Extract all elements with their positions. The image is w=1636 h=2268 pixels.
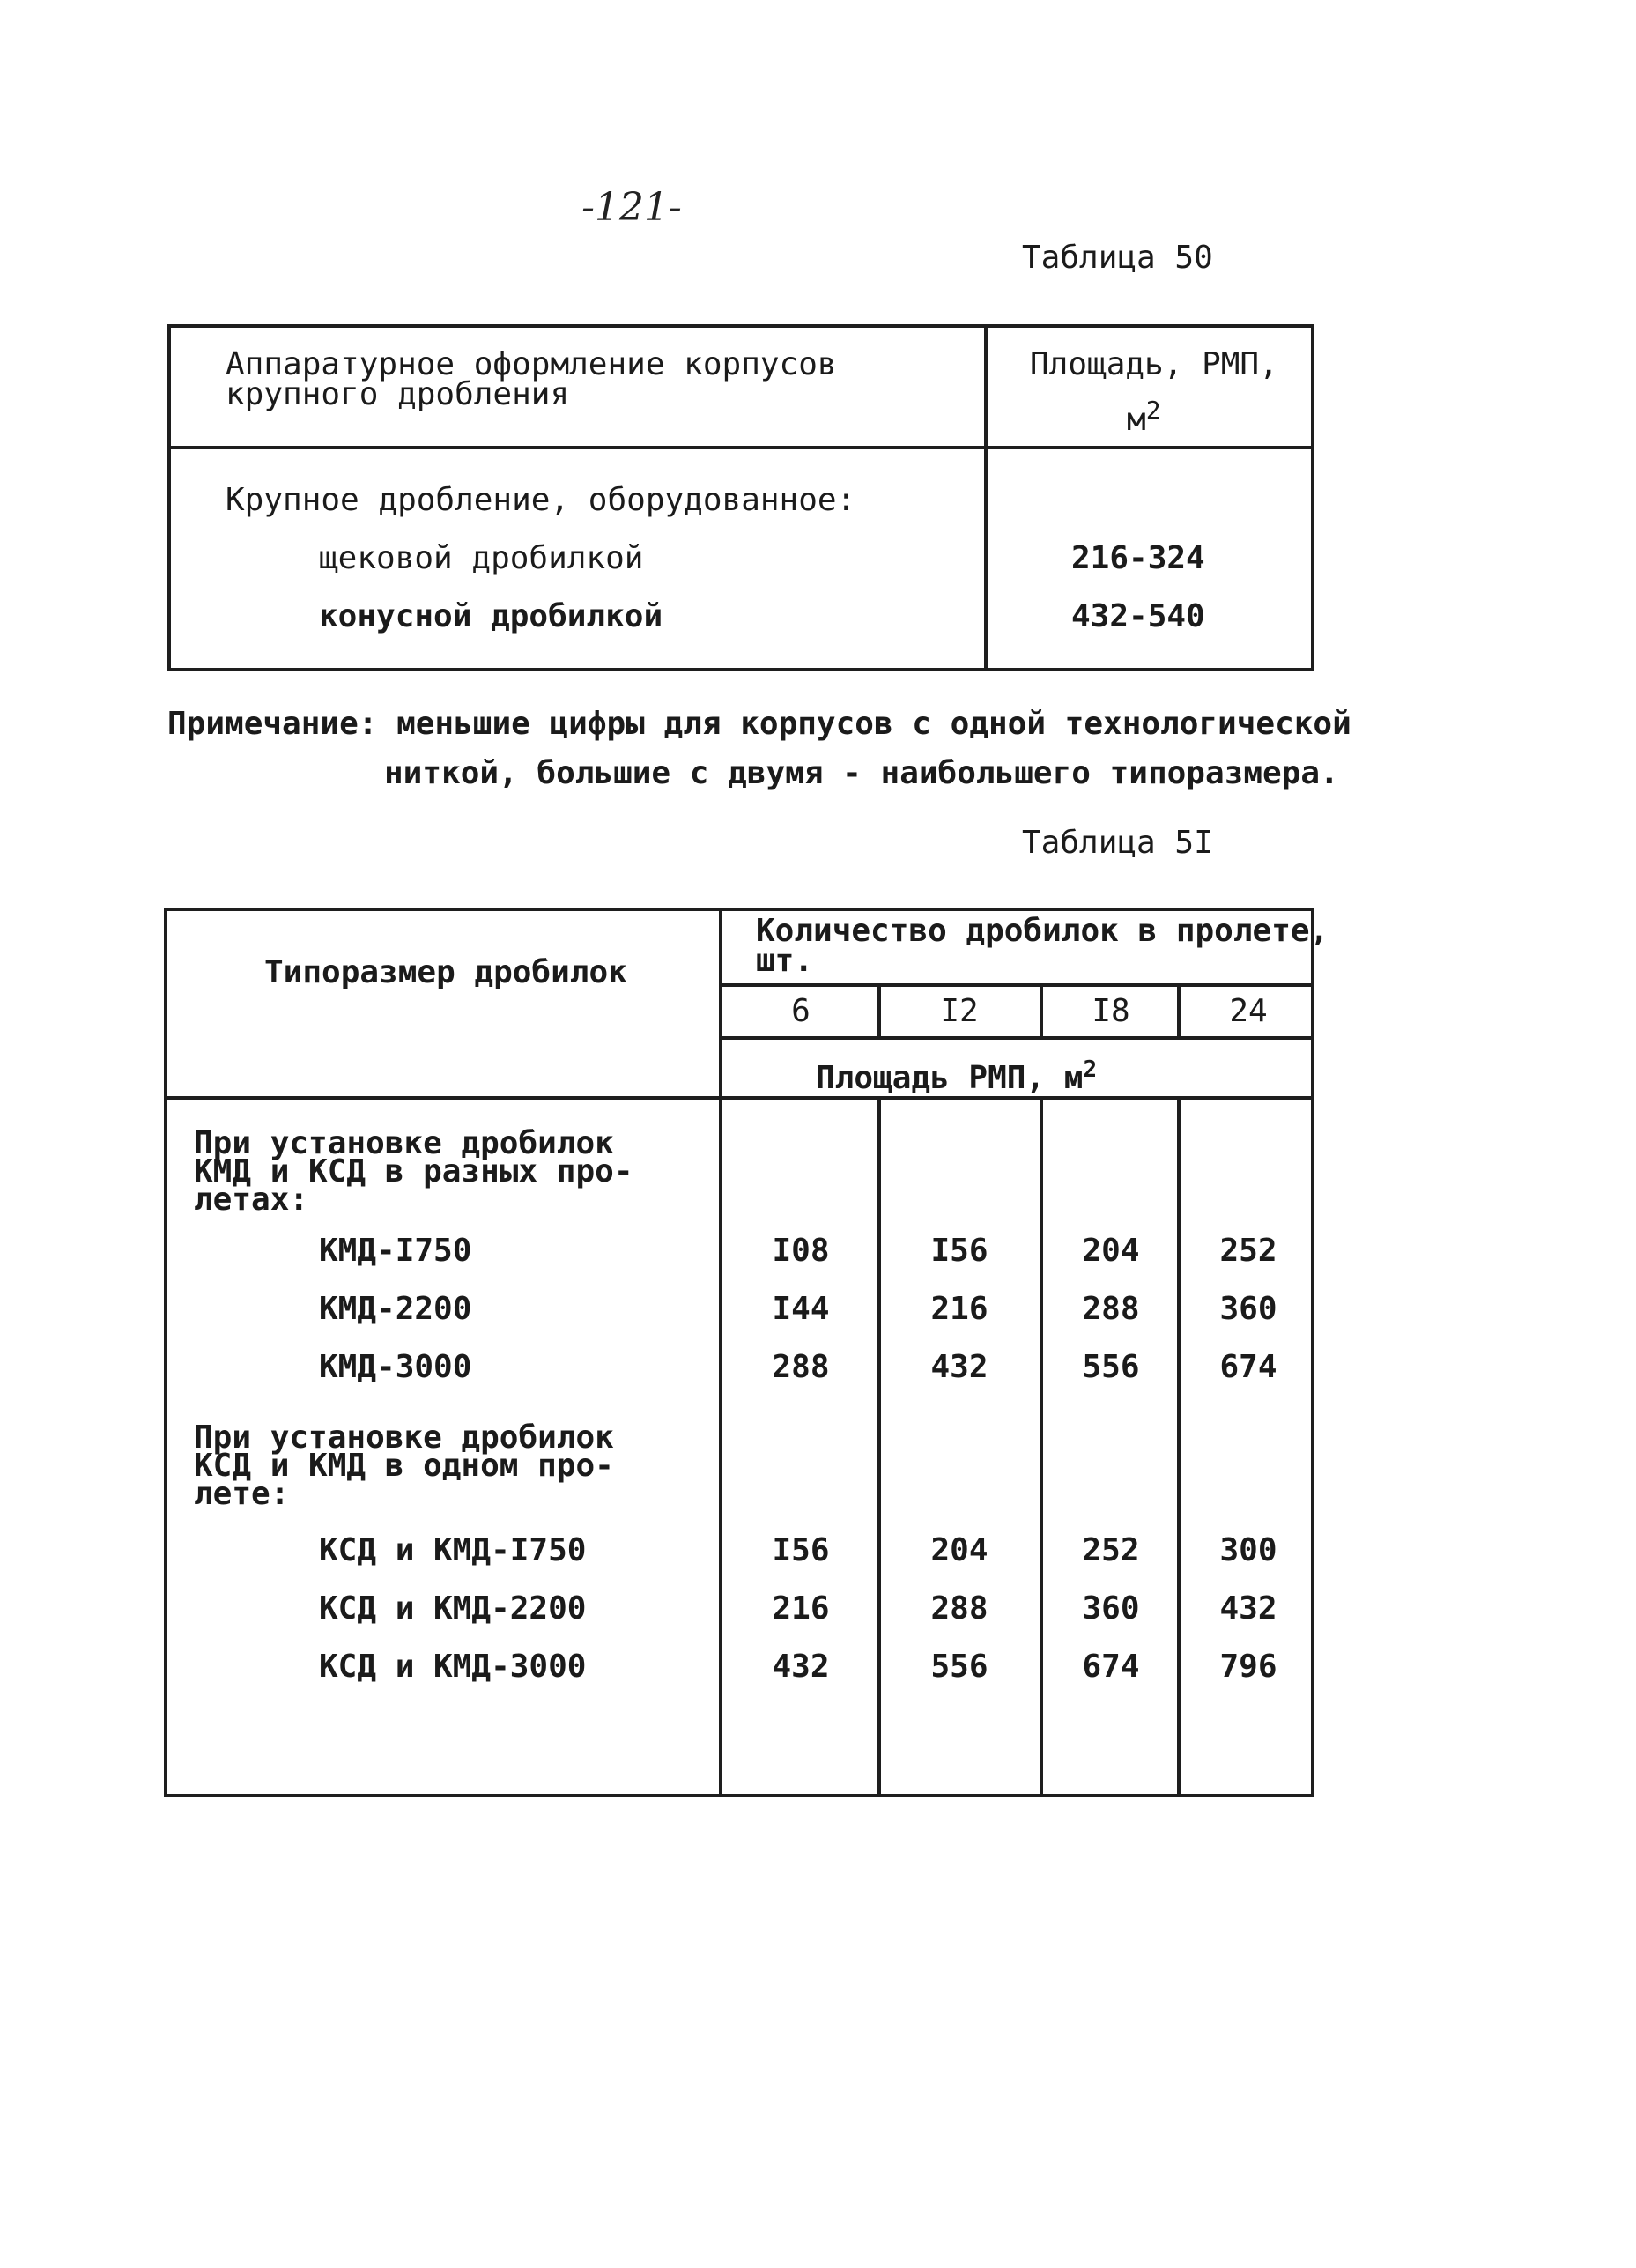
table-51-header-count-line1: Количество дробилок в пролете,: [756, 913, 1329, 949]
table-51-caption: Таблица 5I: [1022, 825, 1213, 861]
table-51-column-header: 24: [1229, 993, 1268, 1029]
table-51-cell: 216: [930, 1291, 988, 1327]
table-50-header-right-unit: [1127, 393, 1161, 438]
table-50-row-label: конусной дробилкой: [319, 598, 663, 634]
table-51-divider-row: [719, 1036, 1311, 1040]
table-51-cell: 432: [772, 1649, 830, 1685]
table-51-row-label: КСД и КМД-3000: [319, 1649, 587, 1685]
table-51-area-text: Площадь РМП, м: [816, 1060, 1084, 1096]
note-line1: Примечание: меньшие цифры для корпусов с одной технологической: [167, 706, 1351, 742]
table-51-cell: 252: [1082, 1532, 1140, 1568]
table-51-cell: 674: [1082, 1649, 1140, 1685]
table-51-divider-col: [877, 1100, 881, 1794]
table-51-column-header: I8: [1092, 993, 1130, 1029]
table-51-cell: 432: [1219, 1590, 1277, 1627]
table-51-row-label: КМД-2200: [319, 1291, 472, 1327]
table-51-group-label: При установке дробилок КСД и КМД в одном про- лете:: [194, 1419, 614, 1512]
table-51-column-header: 6: [791, 993, 811, 1029]
table-51-cell: I56: [772, 1532, 830, 1568]
table-51-divider-col: [1040, 1100, 1043, 1794]
page-number: -121-: [581, 185, 682, 230]
table-51-divider-col: [1177, 985, 1181, 1038]
table-50-header-right-line1: Площадь, РМП,: [1030, 346, 1278, 382]
table-50-unit-sup: 2: [1145, 396, 1161, 425]
table-51-divider-col: [1177, 1100, 1181, 1794]
note-line2: ниткой, большие с двумя - наибольшего типоразмера.: [384, 755, 1339, 791]
table-51-cell: 204: [930, 1532, 988, 1568]
table-51-cell: I56: [930, 1233, 988, 1269]
table-50-unit-text: м: [1127, 402, 1146, 438]
table-51-divider-col: [1040, 985, 1043, 1038]
table-50-row-value: 216-324: [1071, 540, 1205, 576]
table-51-cell: 288: [1082, 1291, 1140, 1327]
table-51-row-label: КСД и КМД-2200: [319, 1590, 587, 1627]
table-51-row-label: КМД-3000: [319, 1349, 472, 1385]
table-51-area-sup: 2: [1083, 1056, 1098, 1083]
table-51-cell: 432: [930, 1349, 988, 1385]
table-50-row-label: щековой дробилкой: [319, 540, 644, 576]
table-51-cell: 556: [930, 1649, 988, 1685]
table-50-header-divider: [171, 446, 1311, 449]
table-51-cell: 204: [1082, 1233, 1140, 1269]
table-51-divider-label: [719, 911, 722, 1794]
table-51-cell: 360: [1219, 1291, 1277, 1327]
table-51-cell: 300: [1219, 1532, 1277, 1568]
table-51: [164, 908, 1329, 1797]
table-51-header-count-line2: шт.: [756, 943, 814, 979]
table-50-column-divider: [984, 328, 988, 668]
table-50-group-label: Крупное дробление, оборудованное:: [226, 482, 856, 518]
table-51-header-left: Типоразмер дробилок: [264, 954, 627, 990]
table-50-header-left-line1: Аппаратурное оформление корпусов: [226, 346, 837, 382]
table-50-header-left-line2: крупного дробления: [226, 376, 570, 412]
table-50-caption: Таблица 50: [1022, 240, 1213, 276]
table-51-cell: 796: [1219, 1649, 1277, 1685]
table-51-column-header: I2: [940, 993, 979, 1029]
table-51-divider-col: [877, 985, 881, 1038]
table-51-divider-row: [719, 983, 1311, 987]
table-51-cell: I08: [772, 1233, 830, 1269]
table-51-group-label: При установке дробилок КМД и КСД в разных про- летах:: [194, 1125, 633, 1218]
table-51-cell: 288: [772, 1349, 830, 1385]
table-51-cell: 674: [1219, 1349, 1277, 1385]
table-51-area-label: [816, 1052, 1097, 1096]
table-51-cell: 288: [930, 1590, 988, 1627]
table-51-cell: 252: [1219, 1233, 1277, 1269]
table-50: [167, 324, 1314, 671]
table-51-cell: 216: [772, 1590, 830, 1627]
table-51-cell: 360: [1082, 1590, 1140, 1627]
table-51-row-label: КМД-I750: [319, 1233, 472, 1269]
table-50-row-value: 432-540: [1071, 598, 1205, 634]
table-51-header-divider: [167, 1096, 1311, 1100]
table-51-cell: 556: [1082, 1349, 1140, 1385]
table-51-cell: I44: [772, 1291, 830, 1327]
table-51-row-label: КСД и КМД-I750: [319, 1532, 587, 1568]
